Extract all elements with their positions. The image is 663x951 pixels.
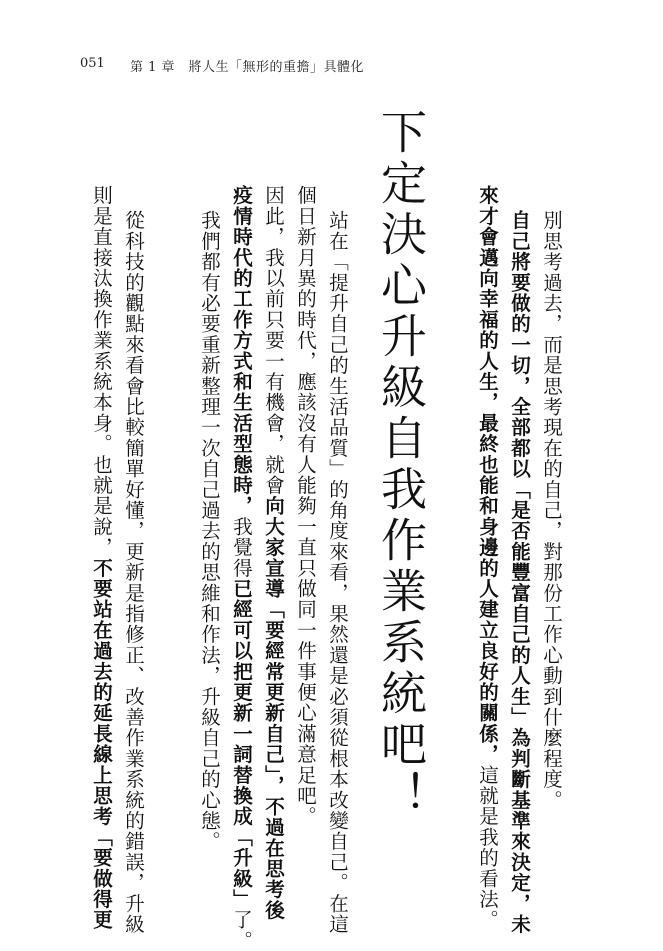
paragraph2-line4-normal: 我覺得 bbox=[230, 516, 253, 579]
paragraph3-line2 bbox=[90, 185, 112, 930]
paragraph1-line3-rest: 這就是我的看法。 bbox=[476, 764, 499, 931]
chapter-title: 第 1 章 將人生「無形的重擔」具體化 bbox=[130, 60, 365, 75]
paragraph2-line1: 站在「提升自己的生活品質」的角度來看，果然還是必須從根本改變自己。在這 bbox=[326, 210, 349, 935]
paragraph2-line3-bold: 向大家宣導「要經常更新自己」，不過在思考後 bbox=[262, 495, 285, 921]
paragraph2-line4-bold-a: 疫情時代的工作方式和生活型態時， bbox=[230, 185, 253, 517]
paragraph2-line4 bbox=[230, 185, 252, 951]
paragraph1-line1: 別思考過去，而是思考現在的自己，對那份工作心動到什麼程度。 bbox=[540, 210, 563, 811]
paragraph3-line1: 從科技的觀點來看會比較簡單好懂，更新是指修正、改善作業系統的錯誤，升級 bbox=[122, 210, 145, 935]
paragraph2-line4-end: 了。 bbox=[230, 909, 253, 951]
page-header bbox=[0, 56, 663, 80]
paragraph1-line3 bbox=[476, 185, 498, 930]
paragraph2-line3-normal: 因此，我以前只要一有機會，就會 bbox=[262, 185, 285, 496]
section-title: 下定決心升級自我作業系統吧！ bbox=[374, 108, 428, 822]
page-number: 051 bbox=[80, 56, 105, 71]
paragraph2-line3 bbox=[262, 185, 284, 920]
paragraph1-line2: 自己將要做的一切，全部都以「是否能豐富自己的人生」為判斷基準來決定，未 bbox=[508, 210, 531, 935]
paragraph3-line2-normal: 則是直接汰換作業系統本身。也就是說， bbox=[90, 185, 113, 558]
paragraph2-line4-bold-b: 已經可以把更新一詞替換成「升級」 bbox=[230, 578, 253, 910]
paragraph1-line3-bold: 來才會邁向幸福的人生，最終也能和身邊的人建立良好的關係， bbox=[476, 185, 499, 765]
paragraph2-line2: 個日新月異的時代，應該沒有人能夠一直只做同一件事便心滿意足吧。 bbox=[294, 185, 317, 827]
paragraph3-line2-bold: 不要站在過去的延長線上思考「要做得更 bbox=[90, 557, 113, 931]
paragraph2-line5: 我們都有必要重新整理一次自己過去的思維和作法，升級自己的心態。 bbox=[198, 210, 221, 852]
